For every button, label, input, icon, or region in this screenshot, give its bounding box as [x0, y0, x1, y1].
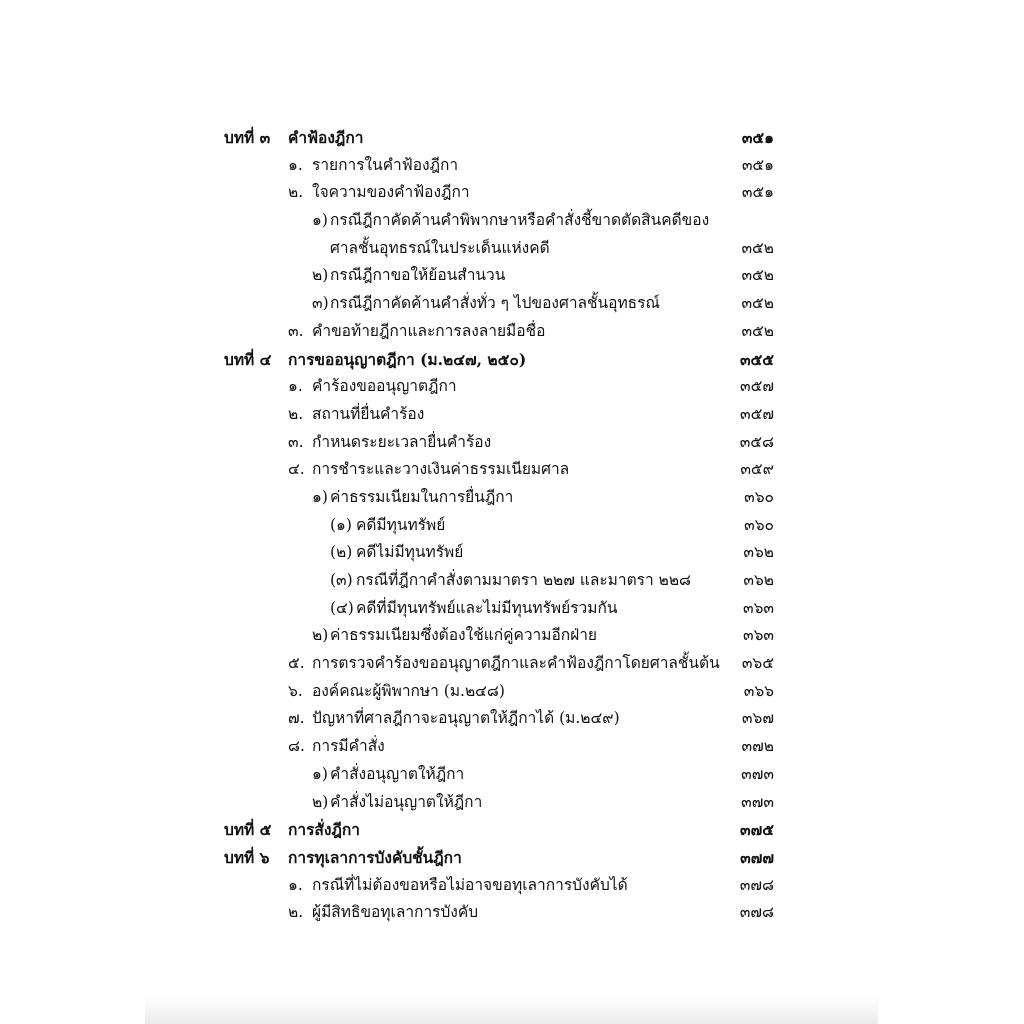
toc-entry-row	[0, 595, 1024, 623]
page-number: ๓๕๙	[740, 460, 774, 479]
entry-number: ๒.	[288, 183, 304, 202]
toc-entry-row	[0, 235, 1024, 263]
toc-entry-row	[0, 622, 1024, 650]
entry-title: ผู้มีสิทธิขอทุเลาการบังคับ	[312, 903, 479, 922]
page-number: ๓๖๓	[742, 598, 774, 617]
entry-number: ๘.	[288, 737, 305, 756]
page-number: ๓๖๓	[742, 626, 774, 645]
toc-entry-row	[0, 262, 1024, 290]
toc-entry-row	[0, 733, 1024, 761]
toc-entry-row	[0, 789, 1024, 817]
entry-title: ค่าธรรมเนียมซึ่งต้องใช้แก่คู่ความอีกฝ่าย	[330, 626, 598, 645]
entry-title: คดีไม่มีทุนทรัพย์	[356, 543, 464, 562]
page-number: ๓๕๕	[739, 349, 774, 369]
entry-number: ๑)	[312, 764, 328, 783]
entry-number: ๕.	[288, 654, 305, 673]
entry-title: กรณีฎีกาคัดค้านคำสั่งทั่ว ๆ ไปของศาลชั้นอุทธรณ์	[330, 294, 660, 313]
entry-number: ๖.	[288, 681, 303, 700]
chapter-label: บทที่ ๓	[224, 128, 271, 147]
page-number: ๓๖๐	[744, 487, 774, 506]
entry-title: คำขอท้ายฎีกาและการลงลายมือชื่อ	[312, 321, 546, 340]
toc-entry-row	[0, 207, 1024, 235]
page-number: ๓๕๘	[739, 432, 774, 451]
chapter-title: การขออนุญาตฎีกา (ม.๒๔๗, ๒๕๐)	[288, 349, 527, 369]
toc-entry-row	[0, 456, 1024, 484]
entry-number: ๑)	[312, 487, 328, 506]
toc-entry-row	[0, 318, 1024, 346]
entry-title: คดีที่มีทุนทรัพย์และไม่มีทุนทรัพย์รวมกัน	[356, 598, 618, 617]
entry-number: ๒)	[312, 626, 329, 645]
toc-chapter-row	[0, 124, 1024, 152]
entry-title: การตรวจคำร้องขออนุญาตฎีกาและคำฟ้องฎีกาโดยศาลชั้นต้น	[312, 654, 720, 673]
toc-entry-row	[0, 290, 1024, 318]
page-number: ๓๕๒	[741, 238, 774, 257]
entry-number: ๓.	[288, 432, 304, 451]
page-bottom-edge	[145, 996, 878, 1024]
toc-entry-row	[0, 899, 1024, 927]
toc-entry-row	[0, 872, 1024, 900]
toc-entry-row	[0, 484, 1024, 512]
entry-title: คำสั่งอนุญาตให้ฎีกา	[330, 764, 465, 783]
entry-number: ๔.	[288, 460, 305, 479]
entry-title: การมีคำสั่ง	[312, 737, 385, 756]
page-number: ๓๕๗	[740, 377, 774, 396]
entry-title: รายการในคำฟ้องฎีกา	[312, 155, 459, 174]
toc-entry-row	[0, 650, 1024, 678]
entry-title: ใจความของคำฟ้องฎีกา	[312, 183, 470, 202]
entry-title: คำร้องขออนุญาตฎีกา	[312, 377, 457, 396]
entry-number: ๒.	[288, 404, 304, 423]
toc-chapter-row	[0, 816, 1024, 844]
entry-number: ๒.	[288, 903, 304, 922]
entry-title: คำสั่งไม่อนุญาตให้ฎีกา	[330, 792, 483, 811]
table-of-contents	[0, 124, 1024, 927]
toc-entry-row	[0, 179, 1024, 207]
page-number: ๓๕๒	[741, 321, 774, 340]
page-number: ๓๗๘	[739, 903, 774, 922]
page-number: ๓๖๒	[743, 571, 774, 589]
entry-number: ๑.	[288, 155, 303, 174]
chapter-title: การทุเลาการบังคับชั้นฎีกา	[288, 847, 462, 867]
chapter-label: บทที่ ๕	[224, 820, 272, 840]
toc-entry-row	[0, 373, 1024, 401]
entry-number: ๗.	[288, 709, 305, 728]
entry-number: ๑.	[288, 377, 303, 396]
entry-number: (๔)	[330, 598, 354, 617]
page-number: ๓๗๘	[739, 875, 774, 894]
toc-entry-row	[0, 567, 1024, 595]
entry-title: ค่าธรรมเนียมในการยื่นฎีกา	[330, 487, 514, 506]
page-number: ๓๗๓	[741, 792, 774, 811]
entry-title: การชำระและวางเงินค่าธรรมเนียมศาล	[312, 460, 570, 479]
entry-number: ๒)	[312, 266, 329, 285]
toc-chapter-row	[0, 346, 1024, 374]
entry-title: สถานที่ยื่นคำร้อง	[312, 404, 425, 423]
toc-entry-row	[0, 401, 1024, 429]
toc-entry-row	[0, 705, 1024, 733]
page-number: ๓๖๒	[743, 543, 774, 562]
page-number: ๓๖๖	[743, 681, 774, 700]
entry-title: กำหนดระยะเวลายื่นคำร้อง	[312, 432, 492, 451]
entry-title: คดีมีทุนทรัพย์	[356, 515, 446, 534]
page-number: ๓๕๑	[741, 183, 774, 202]
entry-number: ๓)	[312, 294, 329, 313]
entry-number: ๓.	[288, 321, 304, 340]
entry-number: ๒)	[312, 792, 329, 811]
page-number: ๓๗๗	[740, 847, 774, 867]
entry-title: กรณีที่ฎีกาคำสั่งตามมาตรา ๒๒๗ และมาตรา ๒๒๘	[356, 571, 691, 589]
entry-number: ๑.	[288, 875, 303, 894]
entry-number: ๑)	[312, 211, 328, 230]
chapter-title: การสั่งฎีกา	[288, 820, 360, 840]
toc-chapter-row	[0, 844, 1024, 872]
entry-title: กรณีฎีกาคัดค้านคำพิพากษาหรือคำสั่งชี้ขาดตัดสินคดีของ	[330, 211, 710, 230]
page-number: ๓๕๑	[741, 128, 774, 147]
chapter-label: บทที่ ๖	[224, 847, 270, 867]
toc-entry-row	[0, 429, 1024, 457]
toc-entry-row	[0, 678, 1024, 706]
toc-entry-row	[0, 539, 1024, 567]
entry-title: ปัญหาที่ศาลฎีกาจะอนุญาตให้ฎีกาได้ (ม.๒๔๙)	[312, 709, 620, 728]
chapter-title: คำฟ้องฎีกา	[288, 128, 364, 147]
entry-number: (๑)	[330, 515, 352, 534]
page-number: ๓๖๗	[741, 709, 774, 728]
page-number: ๓๕๒	[741, 294, 774, 313]
page-number: ๓๗๓	[741, 764, 774, 783]
entry-title: ศาลชั้นอุทธรณ์ในประเด็นแห่งคดี	[330, 238, 550, 257]
page-number: ๓๖๐	[744, 515, 774, 534]
chapter-label: บทที่ ๔	[224, 349, 272, 369]
page-number: ๓๗๕	[740, 820, 774, 840]
page-number: ๓๕๗	[740, 404, 774, 423]
entry-title: กรณีที่ไม่ต้องขอหรือไม่อาจขอทุเลาการบังคับได้	[312, 875, 628, 894]
toc-entry-row	[0, 152, 1024, 180]
toc-entry-row	[0, 761, 1024, 789]
toc-entry-row	[0, 512, 1024, 540]
page-number: ๓๕๑	[741, 155, 774, 174]
entry-number: (๒)	[330, 543, 353, 562]
entry-number: (๓)	[330, 571, 353, 589]
page-number: ๓๕๒	[741, 266, 774, 285]
page-number: ๓๖๕	[741, 654, 774, 673]
entry-title: องค์คณะผู้พิพากษา (ม.๒๔๘)	[312, 681, 505, 700]
entry-title: กรณีฎีกาขอให้ย้อนสำนวน	[330, 266, 506, 285]
page-number: ๓๗๒	[741, 737, 774, 756]
